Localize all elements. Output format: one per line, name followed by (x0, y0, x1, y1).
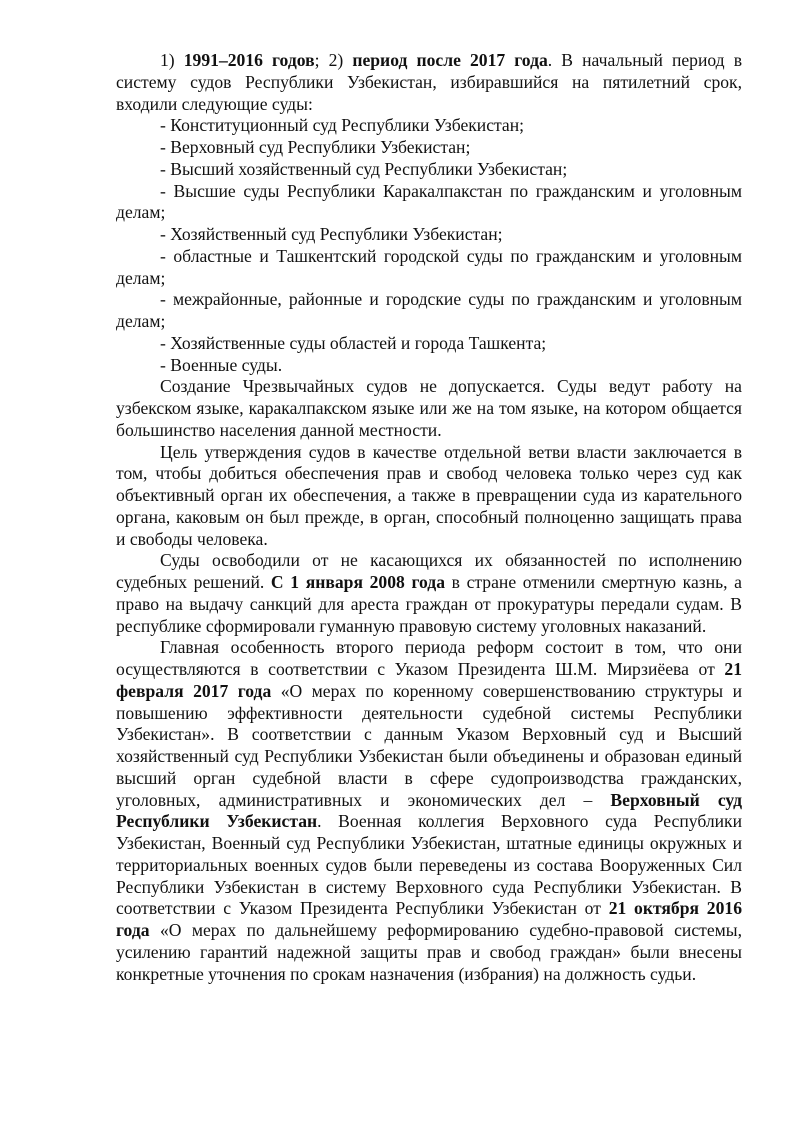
court-list-item: - Высшие суды Республики Каракалпакстан по гражданским и уголовным делам; (116, 180, 742, 223)
court-list-item: - Высший хозяйственный суд Республики Узбекистан; (160, 158, 568, 179)
date-2008-bold: С 1 января 2008 года (270, 572, 445, 592)
main-text-d: «О мерах по дальнейшему реформированию судебно-правовой системы, усилению гарантий надежной защиты прав и свобод граждан» были внесены конкретные уточнения по срокам назначения (избрания) на должность судьи. (116, 920, 742, 984)
freed-text-a: Суды освободили от не касающихся их обязанностей по исполнению судебных решений. (116, 550, 742, 592)
freed-text-b: в стране отменили смертную казнь, а право на выдачу санкций для ареста граждан от прокуратуры передали судам. В республике сформировали гуманную правовую систему уголовных наказаний. (116, 572, 742, 636)
document-page (116, 50, 742, 985)
court-list-item: - областные и Ташкентский городской суды по гражданским и уголовным делам; (116, 245, 742, 288)
date-2016-bold: 21 октября 2016 года (116, 898, 742, 940)
intro-paragraph (116, 50, 742, 115)
intro-separator: ; 2) (314, 50, 353, 70)
main-reform-paragraph (116, 637, 742, 985)
court-list-item: - Хозяйственный суд Республики Узбекистан; (160, 224, 503, 244)
main-text-b: «О мерах по коренному совершенствованию структуры и повышению эффективности деятельности судебной системы Республики Узбекистан». В соответствии с данным Указом Верховный суд и Высший хозяйственный суд Республики Узбекистан были объединены и образован единый высший орган судебной власти в сфере судопроизводства гражданских, уголовных, административных и экономических дел – (116, 680, 742, 810)
court-list-item: - Конституционный суд Республики Узбекистан; (160, 115, 525, 136)
date-2017-bold: 21 февраля 2017 года (116, 659, 742, 701)
court-list-item: - Хозяйственные суды областей и города Ташкента; (160, 332, 547, 353)
main-text-a: Главная особенность второго периода реформ состоит в том, что они осуществляются в соответствии с Указом Президента Ш.М. Мирзиёева от (116, 637, 742, 679)
intro-number: 1) (160, 50, 184, 70)
period-1-bold: 1991–2016 годов (183, 50, 315, 70)
intro-text: . В начальный период в систему судов Республики Узбекистан, избиравшийся на пятилетний срок, входили следующие суды: (116, 50, 743, 114)
main-text-c: . Военная коллегия Верховного суда Республики Узбекистан, Военный суд Республики Узбекистан, штатные единицы окружных и территориальных военных судов были переведены из состава Вооруженных Сил Республики Узбекистан в систему Верховного суда Республики Узбекистан. В соответствии с Указом Президента Республики Узбекистан от (116, 811, 742, 919)
court-list-item: - межрайонные, районные и городские суды по гражданским и уголовным делам; (116, 289, 742, 331)
emergency-courts-paragraph: Создание Чрезвычайных судов не допускается. Суды ведут работу на узбекском языке, каракалпакском языке или же на том языке, на котором общается большинство населения данной местности. (116, 376, 742, 440)
freed-paragraph (116, 550, 742, 637)
goal-paragraph: Цель утверждения судов в качестве отдельной ветви власти заключается в том, чтобы добиться обеспечения прав и свобод человека только через суд как объективный орган их обеспечения, а также в превращении суда из карательного органа, каковым он был прежде, в орган, способный полноценно защищать права и свободы человека. (116, 441, 742, 549)
court-list-item: - Верховный суд Республики Узбекистан; (160, 137, 471, 157)
court-list-item: - Военные суды. (160, 354, 283, 375)
period-2-bold: период после 2017 года (352, 50, 548, 70)
supreme-court-bold: Верховный суд Республики Узбекистан (116, 789, 743, 832)
